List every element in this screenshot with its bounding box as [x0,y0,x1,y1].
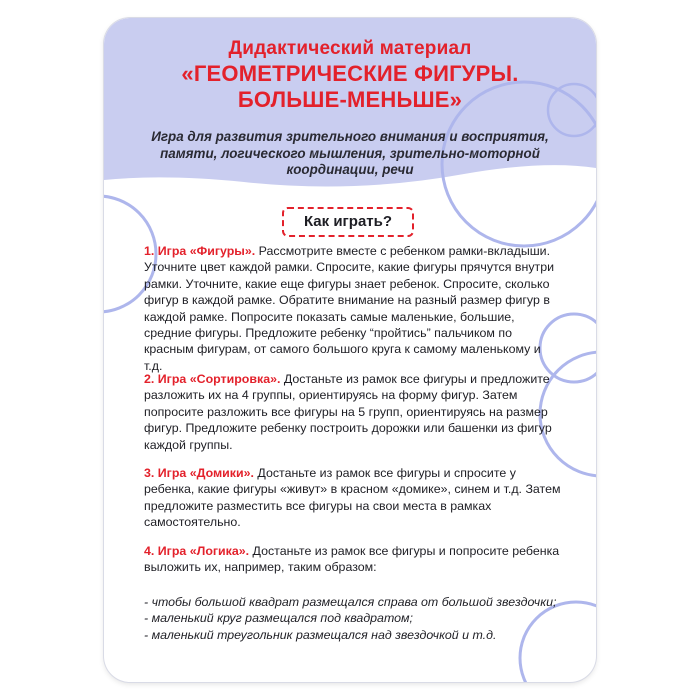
how-to-play-heading: Как играть? [282,207,414,237]
game-1-name: 1. Игра «Фигуры». [144,244,256,258]
card-title-line-1: Дидактический материал [228,38,472,59]
logic-example-item: - маленький треугольник размещался над звездочкой и т.д. [144,627,497,642]
card-title-line-3: БОЛЬШЕ-МЕНЬШЕ» [237,87,463,112]
game-2-paragraph [144,371,562,453]
game-3-name: 3. Игра «Домики». [144,466,254,480]
instruction-card [104,18,596,682]
game-3-paragraph [144,465,562,531]
game-2-name: 2. Игра «Сортировка». [144,372,281,386]
game-1-text: Рассмотрите вместе с ребенком рамки-вкладыши. Уточните цвет каждой рамки. Спросите, какие фигуры прячутся внутри рамки. Уточните, какие еще фигуры знает ребенок. Спросите, сколько фигур в каждой рамке. Обратите внимание на разный размер фигур в каждой рамке. Попросите показать самые маленькие, большие, средние фигуры. Предложите ребенку “пройтись” пальчиком по красным фигурам, от самого большого круга к самому маленькому и т.д. [144,244,555,373]
logic-example-item: - маленький круг размещался под квадратом; [144,611,413,626]
logic-examples-list [144,594,564,643]
game-2-text: Достаньте из рамок все фигуры и предложите разложить их на 4 группы, ориентируясь на форму фигур. Затем попросите разложить все фигуры на 5 групп, ориентируясь на размер фигур. Предложите ребенку построить дорожки или башенки из фигур каждой группы. [144,372,552,452]
logic-example-item: - чтобы большой квадрат размещался справа от большой звездочки; [144,595,557,609]
card-subtitle: Игра для развития зрительного внимания и восприятия, памяти, логического мышления, зрительно-моторной координации, речи [151,129,549,177]
card-content [104,18,596,682]
game-1-paragraph [144,243,562,374]
game-3-text: Достаньте из рамок все фигуры и спросите у ребенка, какие фигуры «живут» в красном «домике», синем и т.д. Затем предложите разместить все фигуры на свои места в рамках самостоятельно. [144,466,561,530]
game-4-text: Достаньте из рамок все фигуры и попросите ребенка выложить их, например, таким образом: [144,544,560,575]
card-title-line-2: «ГЕОМЕТРИЧЕСКИЕ ФИГУРЫ. [181,61,519,86]
game-4-paragraph [144,543,562,576]
game-4-name: 4. Игра «Логика». [144,544,250,558]
